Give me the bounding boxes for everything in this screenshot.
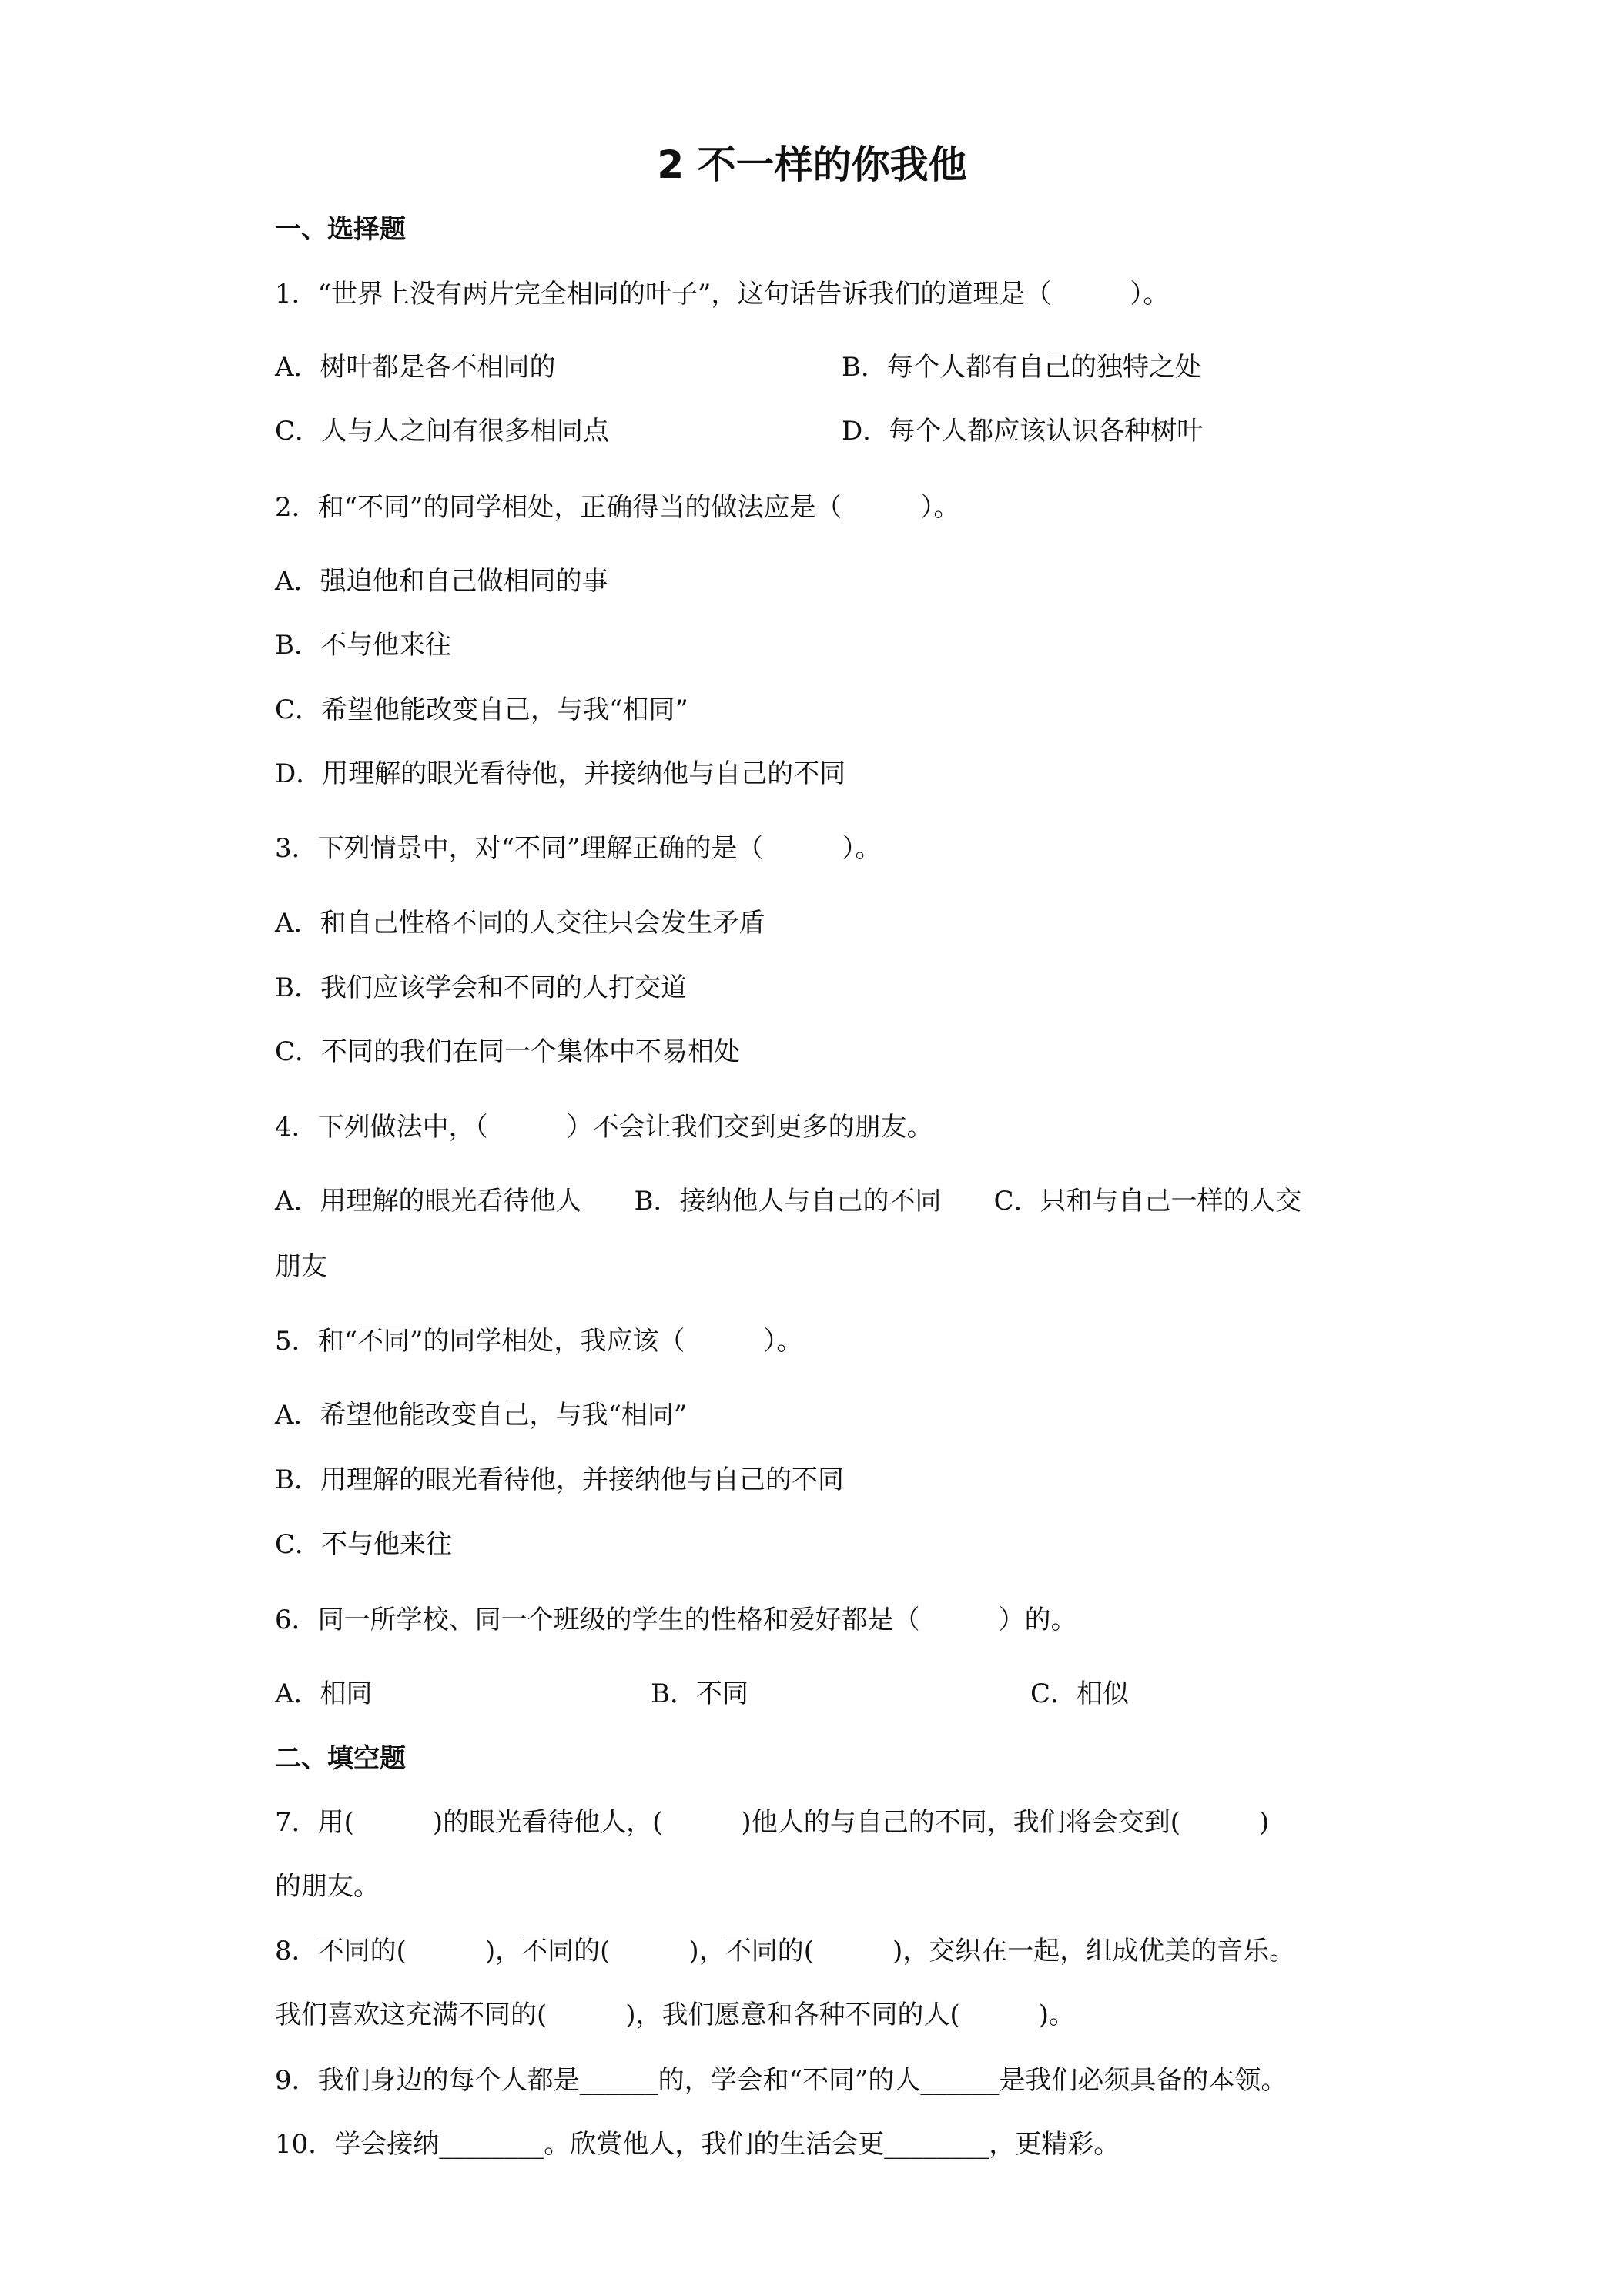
question-3-option-c: C．不同的我们在同一个集体中不易相处 — [275, 1036, 741, 1067]
question-2-stem: 2．和“不同”的同学相处，正确得当的做法应是（ ）。 — [275, 492, 960, 523]
question-7-line-2: 的朋友。 — [275, 1871, 380, 1902]
section-heading-fill: 二、填空题 — [275, 1743, 406, 1774]
question-7-line-1: 7．用( )的眼光看待他人，( )他人的与自己的不同，我们将会交到( ) — [275, 1807, 1270, 1838]
question-6-option-b: B．不同 — [651, 1678, 748, 1709]
question-1-option-d: D．每个人都应该认识各种树叶 — [842, 416, 1204, 447]
question-8-line-1: 8．不同的( )，不同的( )，不同的( )，交织在一起，组成优美的音乐。 — [275, 1936, 1296, 1966]
question-1-stem: 1．“世界上没有两片完全相同的叶子”，这句话告诉我们的道理是（ ）。 — [275, 279, 1170, 310]
question-5-option-c: C．不与他来往 — [275, 1529, 453, 1560]
question-3-option-b: B．我们应该学会和不同的人打交道 — [275, 972, 687, 1003]
question-2-option-d: D．用理解的眼光看待他，并接纳他与自己的不同 — [275, 758, 846, 789]
question-1-option-b: B．每个人都有自己的独特之处 — [842, 352, 1201, 383]
question-3-option-a: A．和自己性格不同的人交往只会发生矛盾 — [275, 908, 765, 939]
question-1-option-c: C．人与人之间有很多相同点 — [275, 416, 610, 447]
question-5-option-b: B．用理解的眼光看待他，并接纳他与自己的不同 — [275, 1464, 844, 1495]
question-3-stem: 3．下列情景中，对“不同”理解正确的是（ ）。 — [275, 833, 882, 864]
question-2-option-c: C．希望他能改变自己，与我“相同” — [275, 694, 688, 725]
question-6-option-a: A．相同 — [275, 1678, 373, 1709]
question-4-stem: 4．下列做法中，（ ）不会让我们交到更多的朋友。 — [275, 1112, 933, 1143]
question-9-line-1: 9．我们身边的每个人都是______的，学会和“不同”的人______是我们必须具备的本领。 — [275, 2065, 1287, 2096]
question-5-stem: 5．和“不同”的同学相处，我应该（ ）。 — [275, 1326, 803, 1357]
question-4-options-wrap: 朋友 — [275, 1251, 327, 1282]
question-2-option-a: A．强迫他和自己做相同的事 — [275, 566, 608, 597]
question-6-stem: 6．同一所学校、同一个班级的学生的性格和爱好都是（ ）的。 — [275, 1605, 1077, 1635]
question-4-options: A．用理解的眼光看待他人 B．接纳他人与自己的不同 C．只和与自己一样的人交 — [275, 1186, 1302, 1217]
page-title: 2 不一样的你我他 — [657, 142, 967, 187]
section-heading-choice: 一、选择题 — [275, 214, 406, 245]
question-5-option-a: A．希望他能改变自己，与我“相同” — [275, 1400, 688, 1431]
question-1-option-a: A．树叶都是各不相同的 — [275, 352, 556, 383]
question-2-option-b: B．不与他来往 — [275, 630, 451, 661]
question-10-line-1: 10．学会接纳________。欣赏他人，我们的生活会更________，更精彩。 — [275, 2129, 1120, 2160]
question-6-option-c: C．相似 — [1030, 1678, 1130, 1709]
question-8-line-2: 我们喜欢这充满不同的( )，我们愿意和各种不同的人( )。 — [275, 2000, 1076, 2030]
